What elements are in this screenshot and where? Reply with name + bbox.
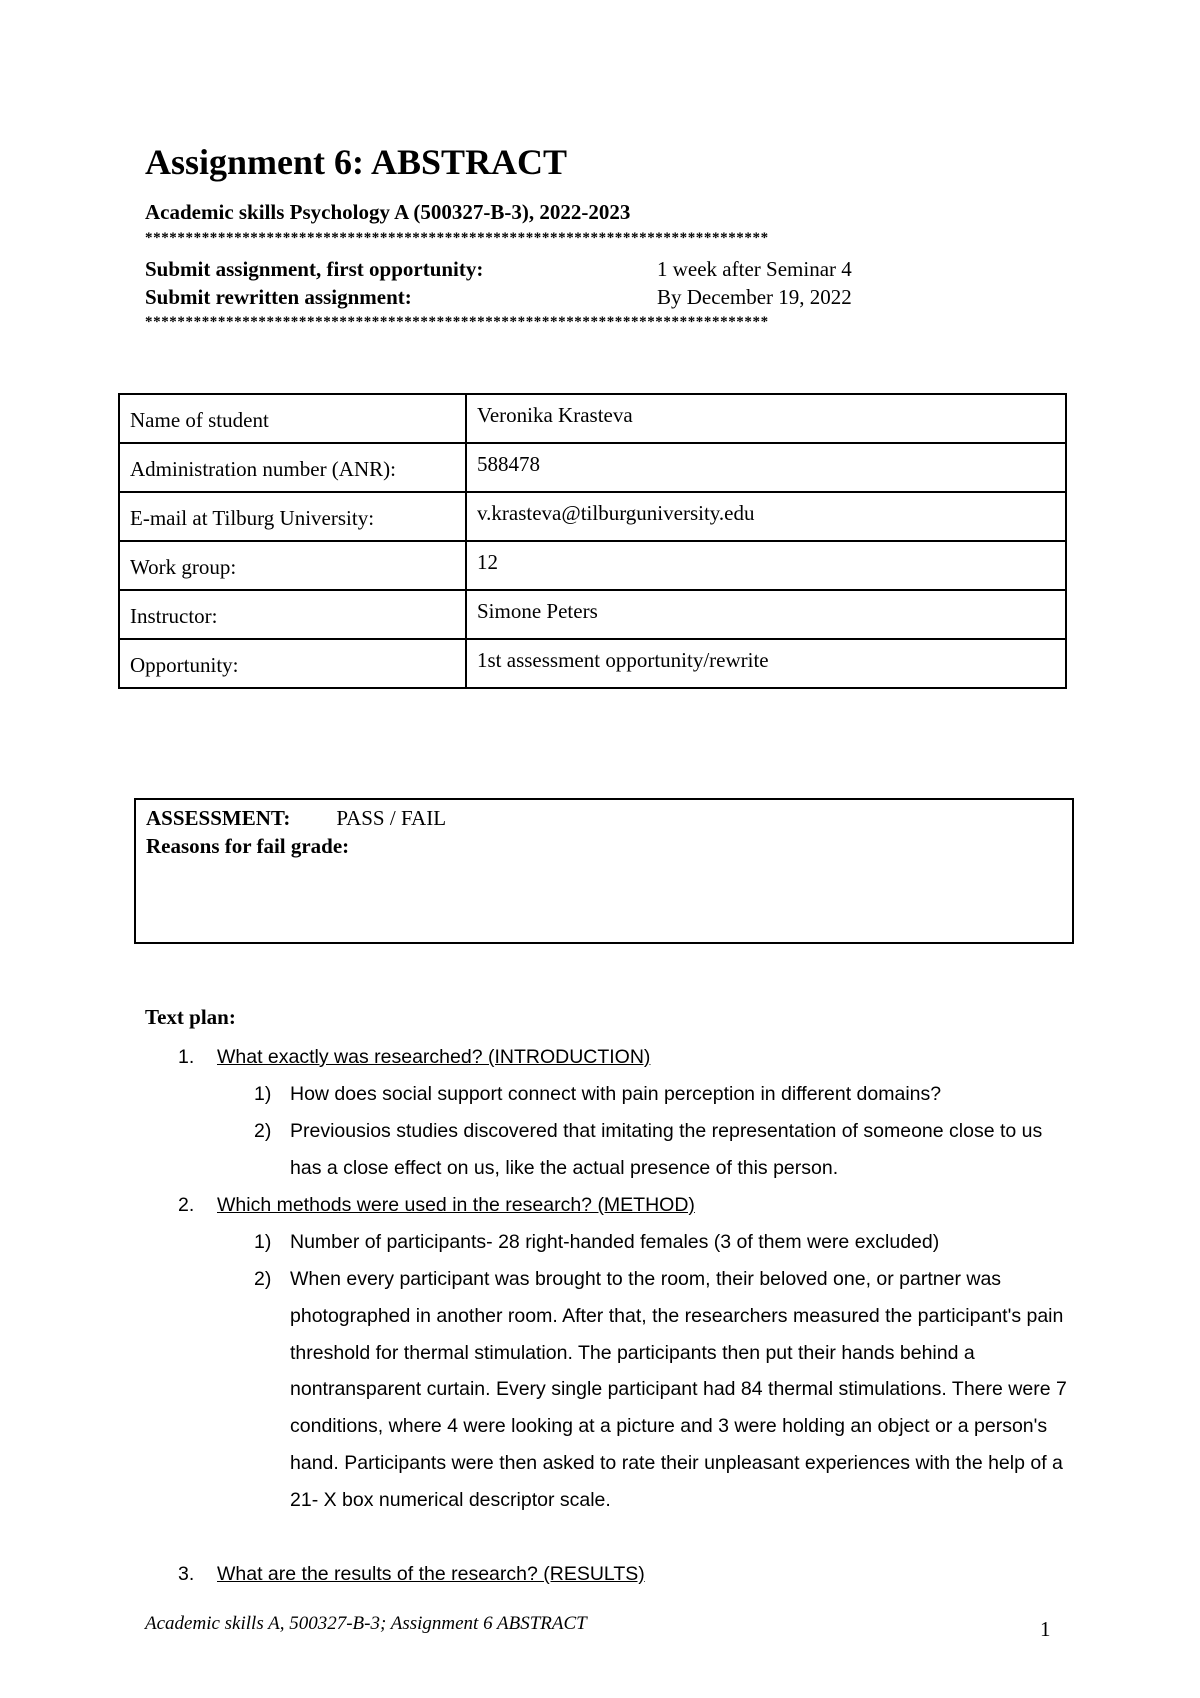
table-row <box>119 639 1066 688</box>
separator-bottom: ***************************************************************************** <box>145 314 769 330</box>
item-text: Which methods were used in the research? (METHOD) <box>217 1194 695 1216</box>
opportunity-value: 1st assessment opportunity/rewrite <box>466 639 1066 688</box>
field-label: Administration number (ANR): <box>119 443 466 492</box>
sub-list-item <box>254 1113 1074 1187</box>
sub-list-item <box>254 1261 1074 1519</box>
page-title: Assignment 6: ABSTRACT <box>145 142 568 182</box>
table-row <box>119 394 1066 443</box>
submission-row-first <box>145 255 1065 283</box>
assessment-label: ASSESSMENT: <box>146 806 291 830</box>
page-number: 1 <box>1040 1617 1051 1641</box>
student-info-table <box>118 393 1067 689</box>
fail-reasons-label: Reasons for fail grade: <box>146 834 350 858</box>
assessment-line <box>146 804 1062 832</box>
sub-list-item <box>254 1224 1074 1261</box>
field-label: E-mail at Tilburg University: <box>119 492 466 541</box>
list-item <box>178 1556 1078 1593</box>
assessment-value: PASS / FAIL <box>336 806 447 830</box>
item-text: What are the results of the research? (RESULTS) <box>217 1563 645 1585</box>
sub-item-text: When every participant was brought to the room, their beloved one, or partner was photographed in another room. After that, the researchers measured the participant's pain threshold for thermal stimulation. The participants then put their hands behind a nontransparent curtain. Every single participant had 84 thermal stimulations. There were 7 conditions, where 4 were looking at a picture and 3 were holding an object or a person's hand. Participants were then asked to rate their unpleasant experiences with the help of a 21- X box numerical descriptor scale. <box>290 1268 1067 1511</box>
item-number: 3. <box>178 1563 195 1585</box>
work-group-value: 12 <box>466 541 1066 590</box>
submission-label: Submit assignment, first opportunity: <box>145 257 484 281</box>
text-plan-heading: Text plan: <box>145 1005 236 1029</box>
submission-value: 1 week after Seminar 4 <box>657 257 852 281</box>
sub-list-item <box>254 1076 1074 1113</box>
course-title: Academic skills Psychology A (500327-B-3), 2022-2023 <box>145 200 631 224</box>
submission-row-rewrite <box>145 283 1065 311</box>
table-row <box>119 443 1066 492</box>
field-label: Instructor: <box>119 590 466 639</box>
sub-item-number: 1) <box>254 1231 272 1253</box>
separator-top: ***************************************************************************** <box>145 230 769 246</box>
item-text: What exactly was researched? (INTRODUCTION) <box>217 1046 651 1068</box>
sub-item-number: 2) <box>254 1268 272 1290</box>
instructor-value: Simone Peters <box>466 590 1066 639</box>
assessment-box <box>134 798 1074 944</box>
sub-item-text: Previousios studies discovered that imitating the representation of someone close to us has a close effect on us, like the actual presence of this person. <box>290 1120 1043 1179</box>
field-label: Work group: <box>119 541 466 590</box>
table-row <box>119 541 1066 590</box>
submission-label: Submit rewritten assignment: <box>145 285 412 309</box>
page-footer: Academic skills A, 500327-B-3; Assignment 6 ABSTRACT <box>145 1613 587 1634</box>
sub-item-text: Number of participants- 28 right-handed females (3 of them were excluded) <box>290 1231 940 1253</box>
item-number: 1. <box>178 1046 195 1068</box>
email-value: v.krasteva@tilburguniversity.edu <box>466 492 1066 541</box>
sub-item-number: 2) <box>254 1120 272 1142</box>
sub-item-text: How does social support connect with pain perception in different domains? <box>290 1083 942 1105</box>
list-item <box>178 1187 1078 1224</box>
anr-value: 588478 <box>466 443 1066 492</box>
submission-value: By December 19, 2022 <box>657 285 852 309</box>
sub-item-number: 1) <box>254 1083 272 1105</box>
table-row <box>119 590 1066 639</box>
table-row <box>119 492 1066 541</box>
field-label: Opportunity: <box>119 639 466 688</box>
item-number: 2. <box>178 1194 195 1216</box>
field-label: Name of student <box>119 394 466 443</box>
student-name-value: Veronika Krasteva <box>466 394 1066 443</box>
list-item <box>178 1039 1078 1076</box>
